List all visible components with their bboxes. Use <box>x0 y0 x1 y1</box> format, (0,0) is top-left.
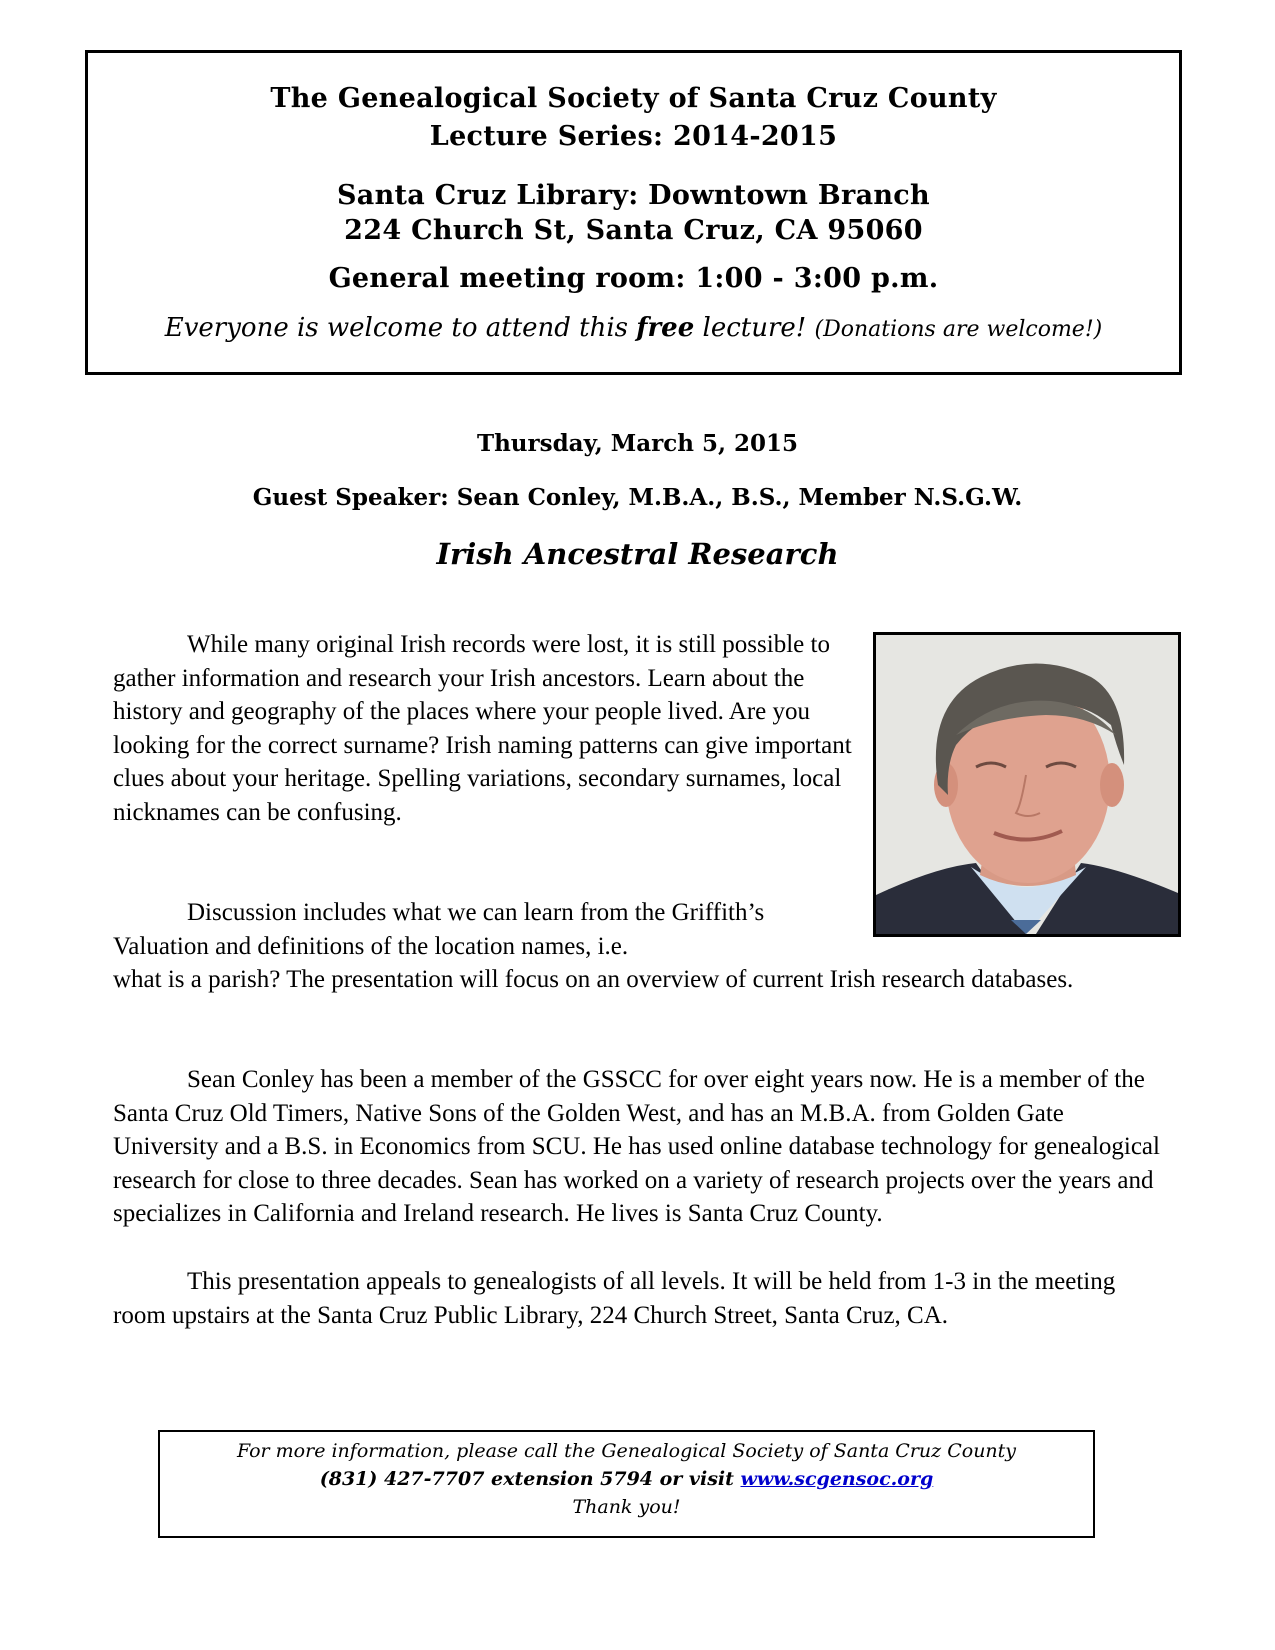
lecture-series: Lecture Series: 2014-2015 <box>429 121 838 152</box>
speaker-portrait-image <box>876 635 1178 934</box>
welcome-line <box>88 313 1179 343</box>
venue-address: 224 Church St, Santa Cruz, CA 95060 <box>344 215 923 246</box>
venue-name: Santa Cruz Library: Downtown Branch <box>337 180 930 211</box>
speaker-photo <box>873 632 1181 937</box>
footer-thank-you: Thank you! <box>572 1496 681 1518</box>
paragraph-bio: Sean Conley has been a member of the GSSCC for over eight years now. He is a member of the Santa Cruz Old Timers, Native Sons of the Golden West, and has an M.B.A. from Golden Gate University and a B.S. in Economics from SCU. He has used online database technology for genealogical research for close to three decades. Sean has worked on a variety of research projects over the years and specializes in California and Ireland research. He lives is Santa Cruz County. <box>113 1066 1160 1227</box>
footer-phone: (831) 427-7707 extension 5794 or visit <box>319 1468 741 1490</box>
paragraph-intro: While many original Irish records were lost, it is still possible to gather information and research your Irish ancestors. Learn about the history and geography of the places where your people lived. Are you looking for the correct surname? Irish naming patterns can give important clues about your heritage. Spelling variations, secondary surnames, local nicknames can be confusing. <box>113 631 852 826</box>
welcome-donations: (Donations are welcome!) <box>814 317 1103 342</box>
meeting-time: General meeting room: 1:00 - 3:00 p.m. <box>328 263 939 294</box>
welcome-free: free <box>636 313 695 343</box>
footer-info-box <box>158 1430 1095 1538</box>
paragraph-logistics: This presentation appeals to genealogists of all levels. It will be held from 1-3 in the meeting room upstairs at the Santa Cruz Public Library, 224 Church Street, Santa Cruz, CA. <box>113 1268 1116 1329</box>
paragraph-discussion-wrapped: Discussion includes what we can learn from the Griffith’s Valuation and definitions of the location names, i.e. <box>113 899 765 960</box>
website-link[interactable]: www.scgensoc.org <box>740 1468 934 1490</box>
footer-contact-line <box>160 1468 1093 1490</box>
paragraph-discussion-full: what is a parish? The presentation will focus on an overview of current Irish research databases. <box>113 966 1074 993</box>
org-name: The Genealogical Society of Santa Cruz County <box>270 83 997 114</box>
guest-speaker: Guest Speaker: Sean Conley, M.B.A., B.S., Member N.S.G.W. <box>252 484 1023 511</box>
welcome-suffix: lecture! <box>694 313 815 343</box>
header-box <box>85 50 1182 375</box>
event-date: Thursday, March 5, 2015 <box>476 430 799 457</box>
footer-info-line: For more information, please call the Genealogical Society of Santa Cruz County <box>236 1440 1017 1462</box>
lecture-title: Irish Ancestral Research <box>436 537 839 571</box>
welcome-prefix: Everyone is welcome to attend this <box>164 313 637 343</box>
